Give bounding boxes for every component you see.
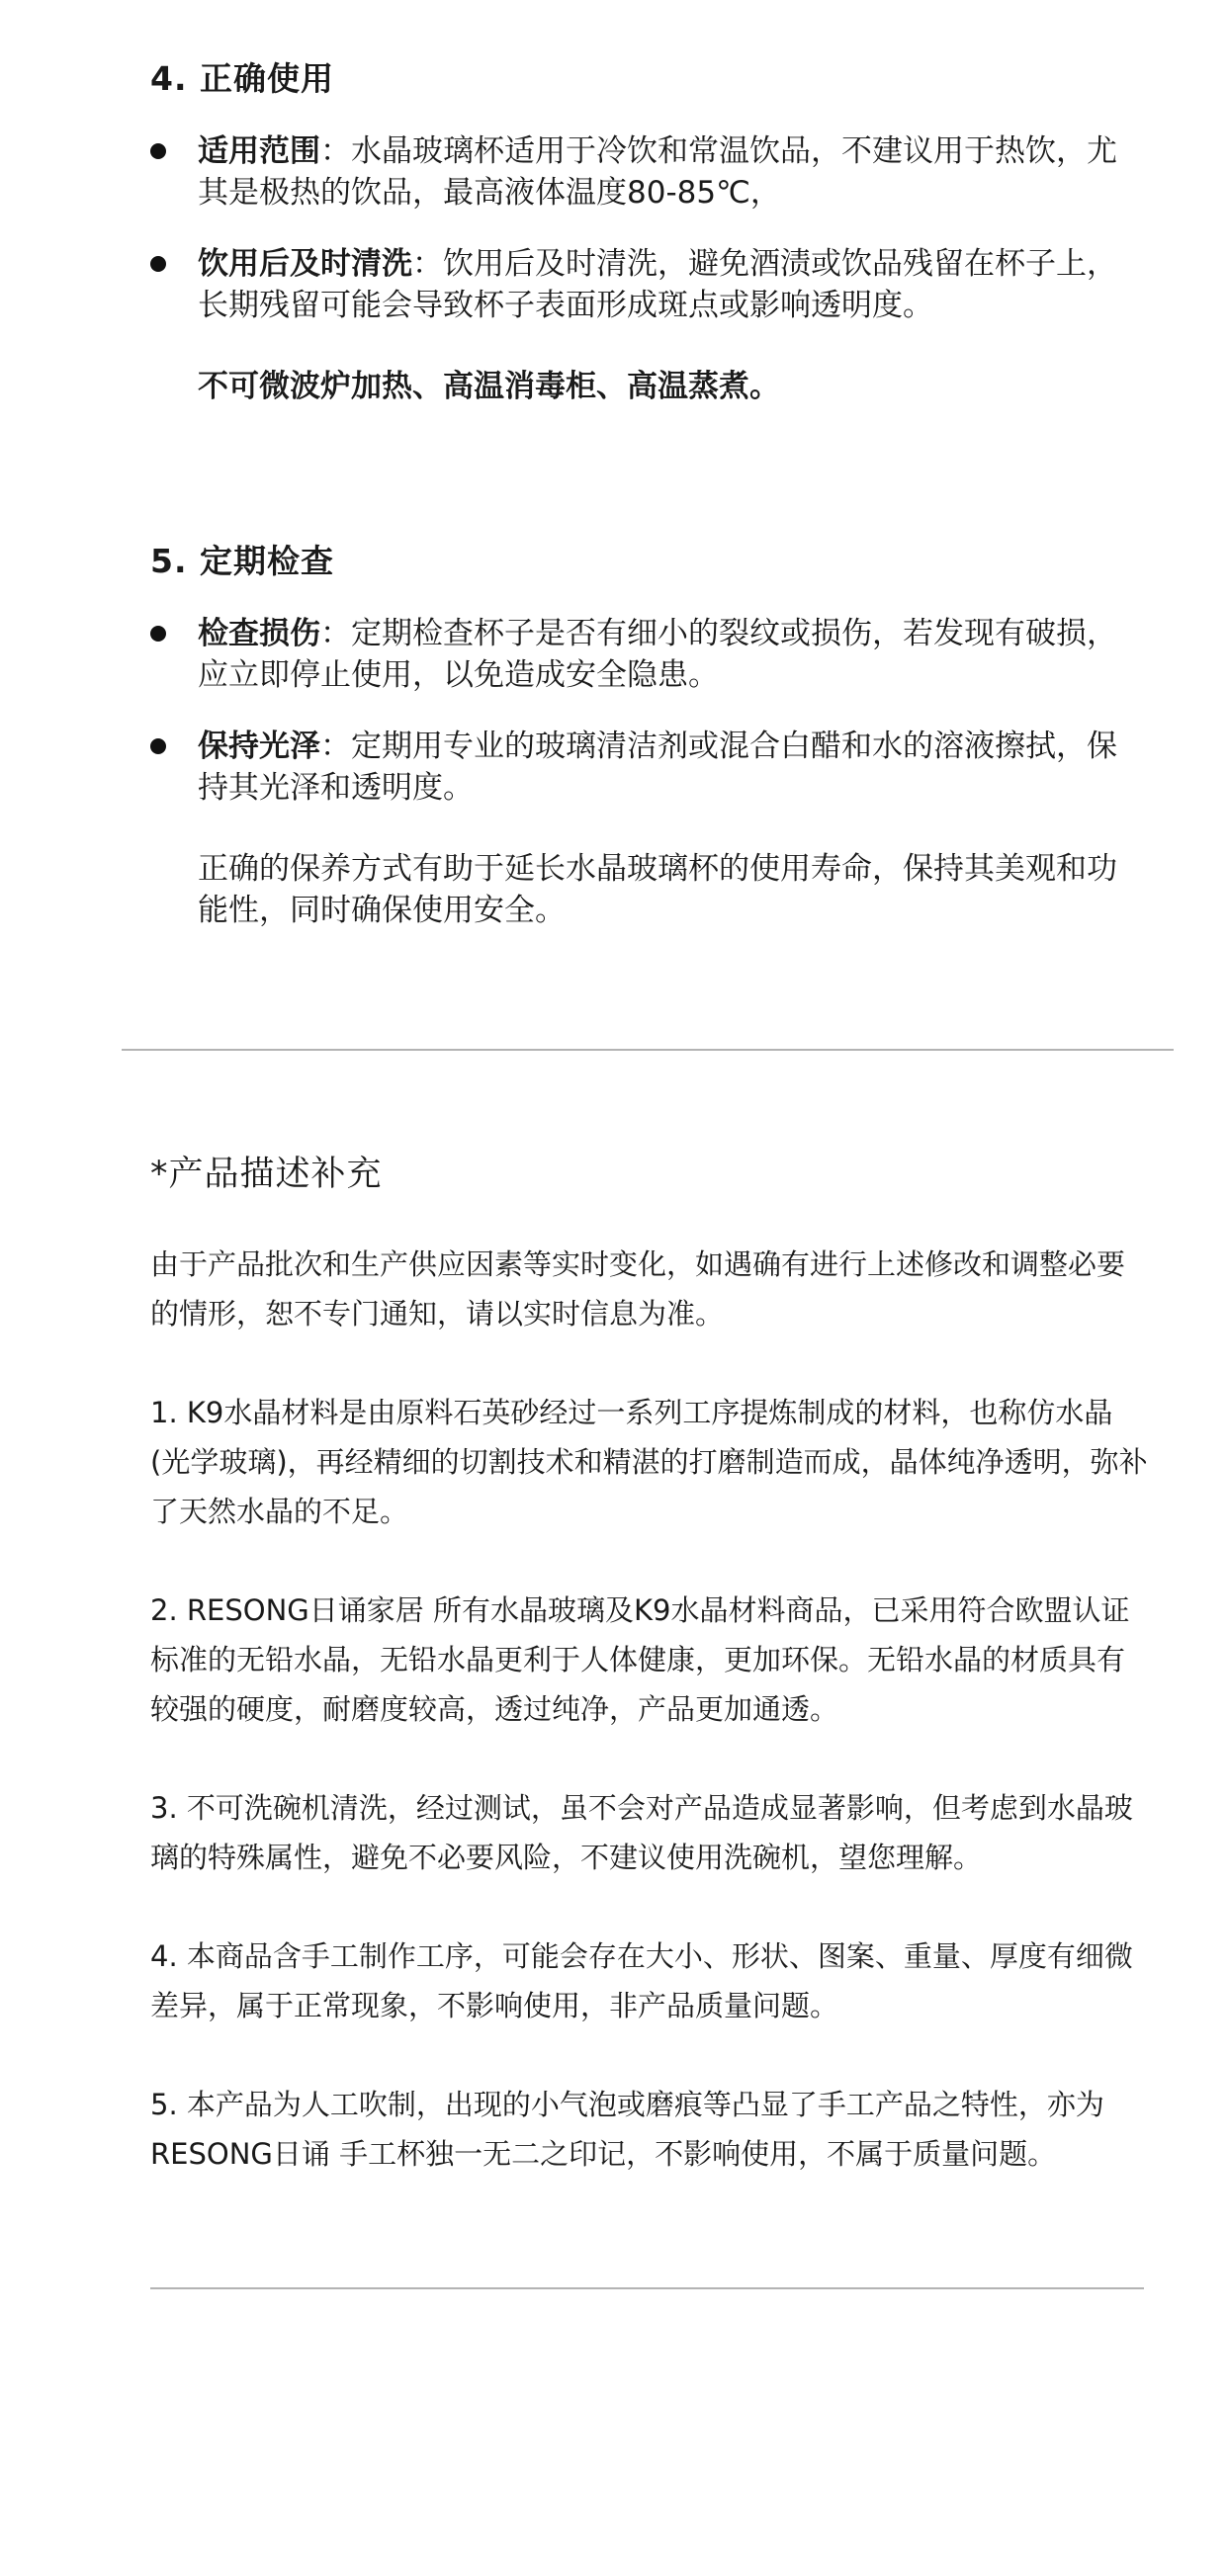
bullet-dot-icon (150, 143, 166, 159)
supplement-paragraph-intro: 由于产品批次和生产供应因素等实时变化，如遇确有进行上述修改和调整必要的情形，恕不专门通知，请以实时信息为准。 (150, 1247, 1126, 1331)
supplement-title: *产品描述补充 (150, 1155, 383, 1194)
section-divider (122, 1049, 1174, 1051)
bullet-term: 饮用后及时清洗 (198, 246, 412, 282)
supplement-paragraphs (150, 1240, 1149, 2179)
section-correct-use (150, 59, 1139, 407)
supplement-paragraph-2: 2. RESONG日诵家居 所有水晶玻璃及K9水晶材料商品，已采用符合欧盟认证标准的无铅水晶，无铅水晶更利于人体健康，更加环保。无铅水晶的材质具有较强的硬度，耐磨度较高，透过纯净，产品更加通透。 (150, 1593, 1130, 1726)
bullet-dot-icon (150, 738, 166, 754)
product-description-supplement (150, 1153, 1149, 2179)
bullet-term: 检查损伤 (198, 616, 320, 651)
warning-note: 不可微波炉加热、高温消毒柜、高温蒸煮。 (198, 369, 780, 404)
bullet-dot-icon (150, 626, 166, 642)
supplement-paragraph-1: 1. K9水晶材料是由原料石英砂经过一系列工序提炼制成的材料，也称仿水晶(光学玻璃)，再经精细的切割技术和精湛的打磨制造而成，晶体纯净透明，弥补了天然水晶的不足。 (150, 1396, 1148, 1528)
bullet-list (150, 613, 1139, 809)
bullet-text: ：定期用专业的玻璃清洁剂或混合白醋和水的溶液擦拭，保持其光泽和透明度。 (198, 729, 1117, 806)
section-title: 5. 定期检查 (150, 542, 334, 580)
bullet-term: 适用范围 (198, 133, 320, 169)
bullet-list (150, 130, 1139, 326)
supplement-paragraph-5: 5. 本产品为人工吹制，出现的小气泡或磨痕等凸显了手工产品之特性，亦为RESONG日诵 手工杯独一无二之印记，不影响使用，不属于质量问题。 (150, 2088, 1104, 2171)
bullet-item-clean-after-use (150, 243, 1139, 326)
summary-note: 正确的保养方式有助于延长水晶玻璃杯的使用寿命，保持其美观和功能性，同时确保使用安全。 (198, 851, 1117, 928)
section-regular-check (150, 542, 1139, 931)
bullet-item-keep-luster (150, 726, 1139, 809)
supplement-paragraph-3: 3. 不可洗碗机清洗，经过测试，虽不会对产品造成显著影响，但考虑到水晶玻璃的特殊属性，避免不必要风险，不建议使用洗碗机，望您理解。 (150, 1791, 1133, 1874)
bullet-term: 保持光泽 (198, 729, 320, 764)
bullet-dot-icon (150, 256, 166, 272)
bullet-item-usage-scope (150, 130, 1139, 214)
bullet-item-check-damage (150, 613, 1139, 696)
bottom-divider (150, 2287, 1144, 2289)
bullet-text: ：水晶玻璃杯适用于冷饮和常温饮品，不建议用于热饮，尤其是极热的饮品，最高液体温度80-85℃， (198, 133, 1117, 211)
bullet-text: ：定期检查杯子是否有细小的裂纹或损伤，若发现有破损，应立即停止使用，以免造成安全隐患。 (198, 616, 1117, 693)
bullet-text: ：饮用后及时清洗，避免酒渍或饮品残留在杯子上，长期残留可能会导致杯子表面形成斑点或影响透明度。 (198, 246, 1117, 323)
supplement-paragraph-4: 4. 本商品含手工制作工序，可能会存在大小、形状、图案、重量、厚度有细微差异，属于正常现象，不影响使用，非产品质量问题。 (150, 1939, 1133, 2022)
section-title: 4. 正确使用 (150, 59, 334, 98)
